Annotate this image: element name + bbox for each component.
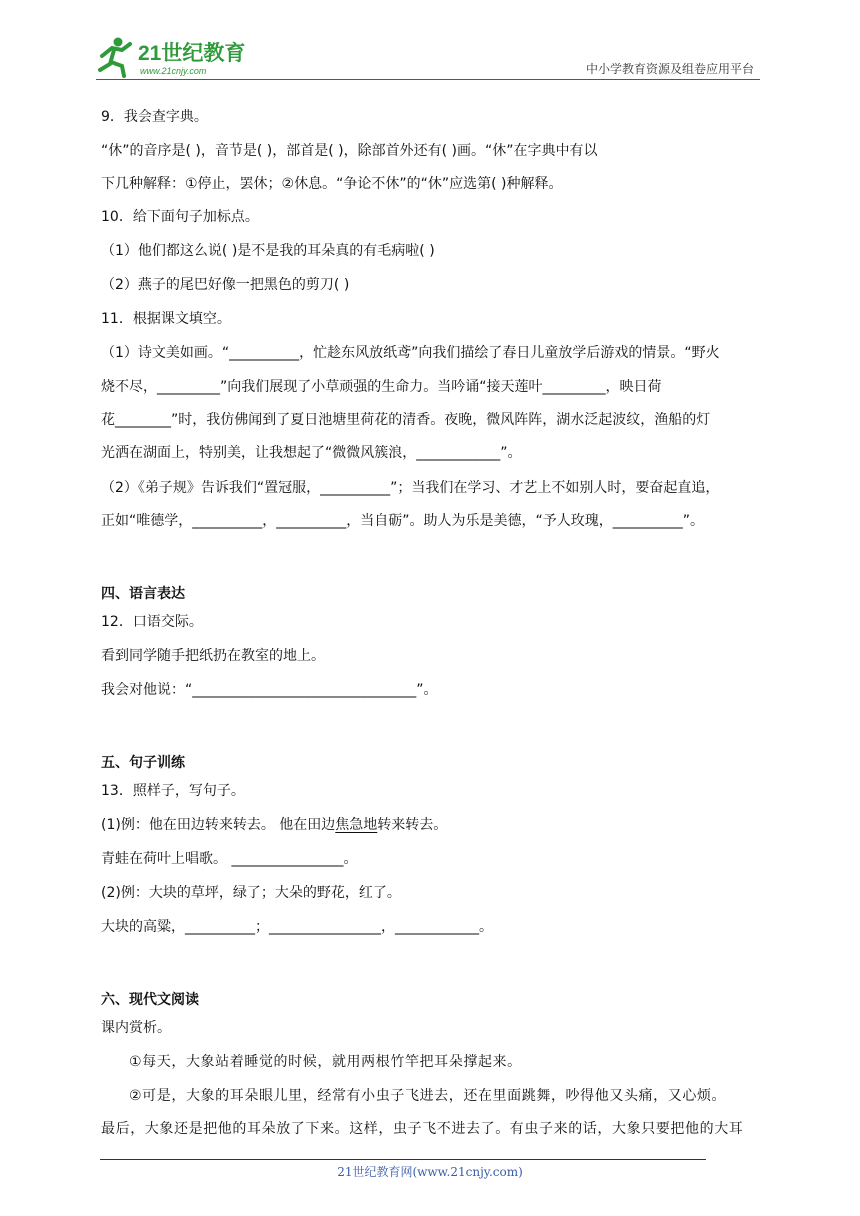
q10-item-1: （1）他们都这么说( )是不是我的耳朵真的有毛病啦( )	[101, 243, 435, 259]
q12-title: 12．口语交际。	[101, 614, 203, 630]
footer-text: 21世纪教育网(www.21cnjy.com)	[337, 1165, 523, 1179]
q9-title: 9．我会查字典。	[101, 109, 208, 125]
q13-example-1-underlined: 焦急地	[335, 817, 378, 833]
header-divider	[96, 79, 760, 80]
q11-title: 11．根据课文填空。	[101, 311, 231, 327]
reading-paragraph-2-cont: 最后，大象还是把他的耳朵放了下来。这样，虫子飞不进去了。有虫子来的话，大象只要把他的大耳	[101, 1121, 744, 1137]
q13-example-1-b: 转来转去。	[377, 817, 448, 833]
runner-icon	[100, 38, 130, 77]
q11-line-2: 烧不尽，_________”向我们展现了小草顽强的生命力。当吟诵“接天莲叶_________，映日荷	[101, 379, 662, 395]
q9-line-2: 下几种解释：①停止，罢休；②休息。“争论不休”的“休”应选第( )种解释。	[101, 176, 563, 192]
footer-divider	[100, 1159, 706, 1160]
q13-example-1	[101, 815, 764, 835]
q11-line-4: 光洒在湖面上，特别美，让我想起了“微微风簇浪，____________”。	[101, 445, 522, 461]
logo-text: 21世纪教育	[138, 42, 246, 65]
section-5-heading: 五、句子训练	[101, 755, 185, 771]
q12-line-1: 看到同学随手把纸扔在教室的地上。	[101, 648, 325, 664]
section-6-heading: 六、现代文阅读	[101, 992, 199, 1008]
logo-url: www.21cnjy.com	[140, 66, 207, 76]
site-logo	[96, 34, 266, 78]
reading-title: 课内赏析。	[101, 1020, 171, 1036]
q13-example-1-a: (1)例：他在田边转来转去。 他在田边	[101, 817, 336, 833]
section-4-heading: 四、语言表达	[101, 586, 185, 602]
q10-title: 10．给下面句子加标点。	[101, 209, 259, 225]
q12-line-2: 我会对他说：“________________________________”。	[101, 682, 438, 698]
reading-paragraph-1: ①每天，大象站着睡觉的时候，就用两根竹竿把耳朵撑起来。	[129, 1054, 522, 1070]
q11-line-5: （2）《弟子规》告诉我们“置冠服，__________”；当我们在学习、才艺上不如别人时，要奋起直追，	[101, 480, 720, 496]
q11-line-6: 正如“唯德学，__________，__________，当自砺”。助人为乐是美德，“予人玫瑰，__________”。	[101, 513, 705, 529]
q9-line-1: “休”的音序是( )，音节是( )，部首是( )，除部首外还有( )画。“休”在字典中有以	[101, 143, 598, 159]
header-platform-text: 中小学教育资源及组卷应用平台	[585, 62, 754, 76]
q11-line-3: 花________”时，我仿佛闻到了夏日池塘里荷花的清香。夜晚，微风阵阵，湖水泛起波纹，渔船的灯	[101, 412, 711, 428]
q11-line-1: （1）诗文美如画。“__________，忙趁东风放纸鸢”向我们描绘了春日儿童放学后游戏的情景。“野火	[101, 345, 720, 361]
q10-item-2: （2）燕子的尾巴好像一把黑色的剪刀( )	[101, 277, 350, 293]
q13-example-2: (2)例：大块的草坪，绿了；大朵的野花，红了。	[101, 885, 401, 901]
q13-line-4: 大块的高粱，__________；________________，____________。	[101, 919, 493, 935]
q13-line-2: 青蛙在荷叶上唱歌。 ________________。	[101, 851, 358, 867]
q13-title: 13．照样子，写句子。	[101, 783, 245, 799]
reading-paragraph-2: ②可是，大象的耳朵眼儿里，经常有小虫子飞进去，还在里面跳舞，吵得他又头痛，又心烦。	[129, 1088, 727, 1104]
